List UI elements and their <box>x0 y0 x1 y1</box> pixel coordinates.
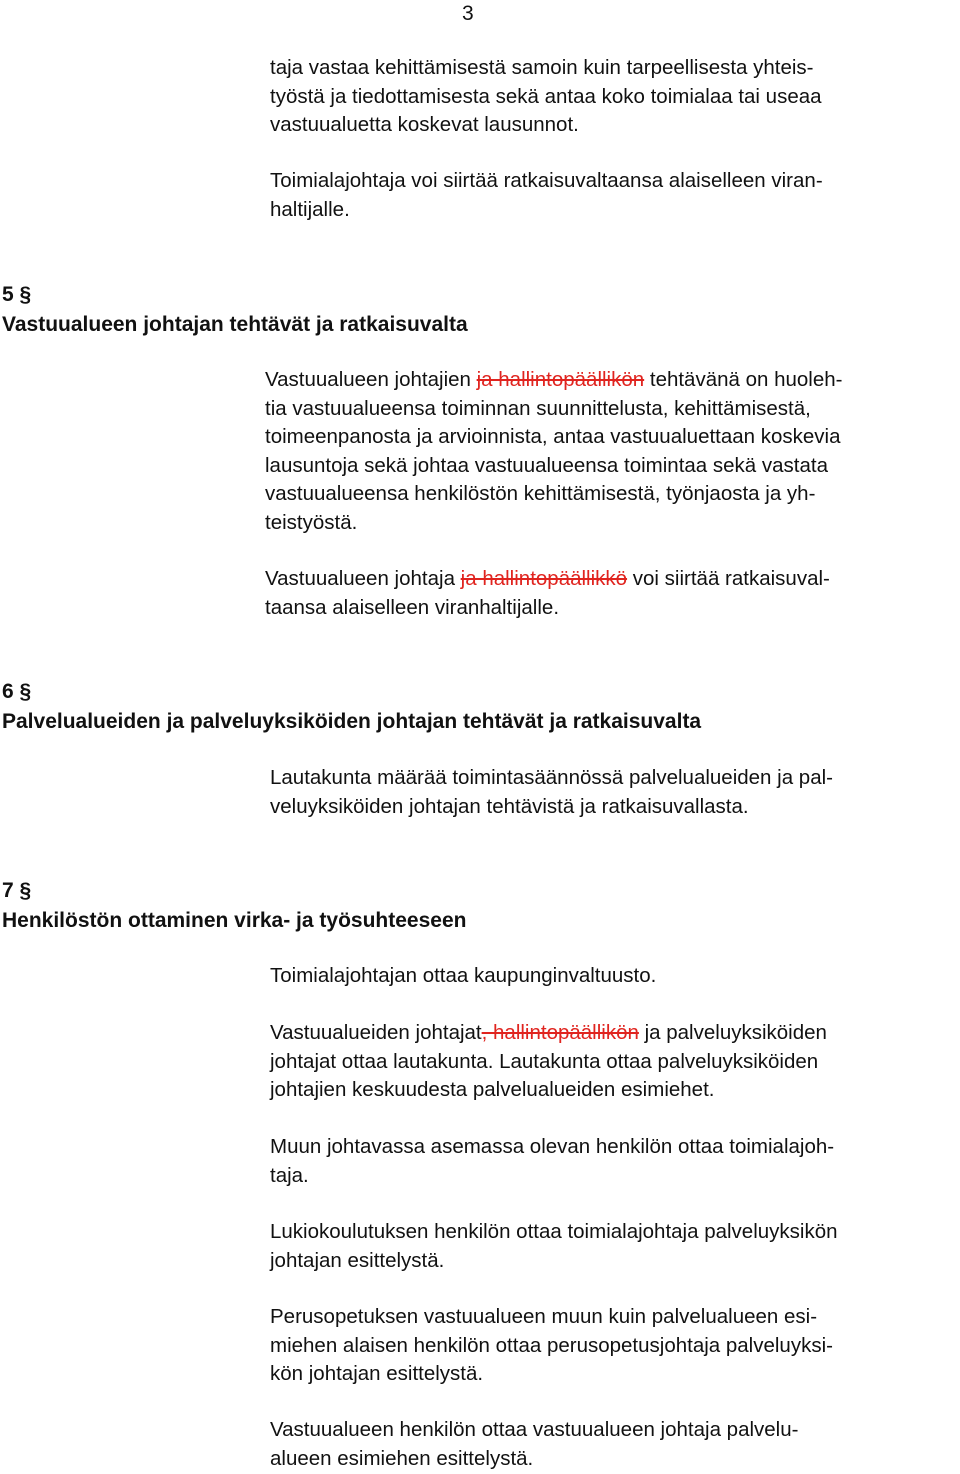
text-line <box>265 366 843 395</box>
text-line: tia vastuualueensa toiminnan suunnittelusta, kehittämisestä, <box>265 396 811 420</box>
text-line: Toimialajohtajan ottaa kaupunginvaltuusto. <box>270 964 657 987</box>
page-number: 3 <box>462 2 474 25</box>
section-5-paragraph-2 <box>265 565 830 622</box>
text-line: haltijalle. <box>270 197 350 221</box>
text-line: teistyöstä. <box>265 510 358 534</box>
text-line: Toimialajohtaja voi siirtää ratkaisuvaltaansa alaiselleen viran- <box>270 169 823 192</box>
text-line: työstä ja tiedottamisesta sekä antaa koko toimialaa tai useaa <box>270 84 822 108</box>
text-line: Muun johtavassa asemassa olevan henkilön ottaa toimialajoh- <box>270 1135 835 1158</box>
intro-paragraph-1 <box>270 54 822 140</box>
text-line: johtajien keskuudesta palvelualueiden esimiehet. <box>270 1078 715 1101</box>
section-number: 6 § <box>2 680 32 703</box>
section-5-heading <box>2 280 468 340</box>
section-title: Henkilöstön ottaminen virka- ja työsuhteeseen <box>2 909 467 932</box>
text-segment: Vastuualueen johtajien <box>265 368 477 391</box>
text-line: johtajat ottaa lautakunta. Lautakunta ottaa palveluyksiköiden <box>270 1049 819 1073</box>
text-line: Vastuualueen henkilön ottaa vastuualueen johtaja palvelu- <box>270 1418 799 1441</box>
text-line: taja. <box>270 1163 309 1187</box>
text-line: toimeenpanosta ja arvioinnista, antaa vastuualuettaan koskevia <box>265 425 841 448</box>
section-7-paragraph-1 <box>270 962 656 991</box>
text-line: Perusopetuksen vastuualueen muun kuin palvelualueen esi- <box>270 1305 818 1328</box>
intro-paragraph-2 <box>270 167 823 224</box>
struck-text: ja hallintopäällikkö <box>460 567 628 590</box>
section-7-paragraph-4 <box>270 1218 838 1275</box>
text-segment: Vastuualueen johtaja <box>265 567 461 590</box>
text-segment: voi siirtää ratkaisuval- <box>627 567 830 590</box>
section-5-paragraph-1 <box>265 366 843 537</box>
text-line <box>270 1019 827 1048</box>
section-number: 7 § <box>2 879 32 902</box>
text-line: taja vastaa kehittämisestä samoin kuin tarpeellisesta yhteis- <box>270 56 814 79</box>
text-line: johtajan esittelystä. <box>270 1248 445 1272</box>
text-segment: Vastuualueiden johtajat <box>270 1021 482 1044</box>
text-line: vastuualuetta koskevat lausunnot. <box>270 113 579 136</box>
section-7-paragraph-3 <box>270 1133 834 1190</box>
section-number: 5 § <box>2 283 32 306</box>
text-segment: tehtävänä on huoleh- <box>644 368 843 391</box>
text-line: lausuntoja sekä johtaa vastuualueensa toimintaa sekä vastata <box>265 453 828 477</box>
text-segment: ja palveluyksiköiden <box>638 1021 827 1044</box>
section-7-heading <box>2 876 466 936</box>
text-line: Lautakunta määrää toimintasäännössä palvelualueiden ja pal- <box>270 766 833 789</box>
struck-text: , hallintopäällikön <box>481 1021 639 1044</box>
section-6-paragraph-1 <box>270 764 833 821</box>
section-7-paragraph-2 <box>270 1019 827 1105</box>
section-title: Vastuualueen johtajan tehtävät ja ratkaisuvalta <box>2 313 468 336</box>
section-title: Palvelualueiden ja palveluyksiköiden johtajan tehtävät ja ratkaisuvalta <box>2 710 702 733</box>
section-7-paragraph-5 <box>270 1303 833 1389</box>
text-line <box>265 565 830 594</box>
text-line: vastuualueensa henkilöstön kehittämisestä, työnjaosta ja yh- <box>265 482 816 505</box>
text-line: alueen esimiehen esittelystä. <box>270 1446 534 1470</box>
text-line: Lukiokoulutuksen henkilön ottaa toimialajohtaja palveluyksikön <box>270 1220 838 1243</box>
section-6-heading <box>2 677 701 737</box>
text-line: miehen alaisen henkilön ottaa perusopetusjohtaja palveluyksi- <box>270 1333 833 1357</box>
text-line: kön johtajan esittelystä. <box>270 1362 484 1385</box>
section-7-paragraph-6 <box>270 1416 798 1473</box>
struck-text: ja hallintopäällikön <box>476 368 645 391</box>
text-line: veluyksiköiden johtajan tehtävistä ja ratkaisuvallasta. <box>270 794 749 818</box>
text-line: taansa alaiselleen viranhaltijalle. <box>265 595 560 619</box>
